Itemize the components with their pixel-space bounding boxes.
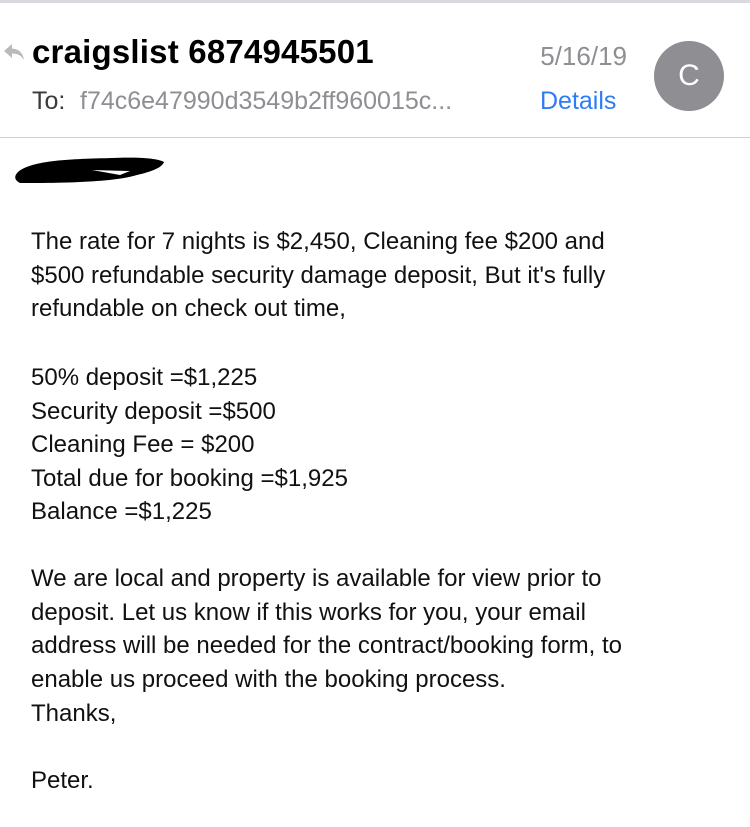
breakdown-line-security: Security deposit =$500 (31, 397, 276, 425)
to-label: To: (32, 87, 66, 115)
reply-arrow-icon[interactable] (2, 41, 26, 63)
breakdown-line-balance: Balance =$1,225 (31, 498, 212, 526)
payment-breakdown (31, 361, 731, 529)
message-paragraph-rates: The rate for 7 nights is $2,450, Cleaning fee $200 and $500 refundable security damage deposit, But it's fully refundable on check out time, (31, 228, 606, 323)
message-signature: Peter. (31, 767, 94, 794)
message-date: 5/16/19 (540, 41, 627, 71)
message-paragraph-contact: We are local and property is available for view prior to deposit. Let us know if this works for you, your email address will be needed for the contract/booking form, to enable us proceed with the booking process. (31, 565, 622, 693)
recipient-address[interactable]: f74c6e47990d3549b2ff960015c... (80, 87, 453, 115)
message-subject: craigslist 6874945501 (32, 33, 374, 70)
message-header (0, 3, 750, 133)
breakdown-line-deposit: 50% deposit =$1,225 (31, 364, 258, 391)
breakdown-line-total: Total due for booking =$1,925 (31, 464, 348, 492)
sender-avatar[interactable]: C (654, 41, 724, 111)
header-divider (0, 137, 750, 138)
message-closing: Thanks, (31, 700, 117, 727)
redaction-scribble (12, 150, 172, 190)
breakdown-line-cleaning: Cleaning Fee = $200 (31, 431, 255, 459)
details-link[interactable]: Details (540, 87, 617, 115)
